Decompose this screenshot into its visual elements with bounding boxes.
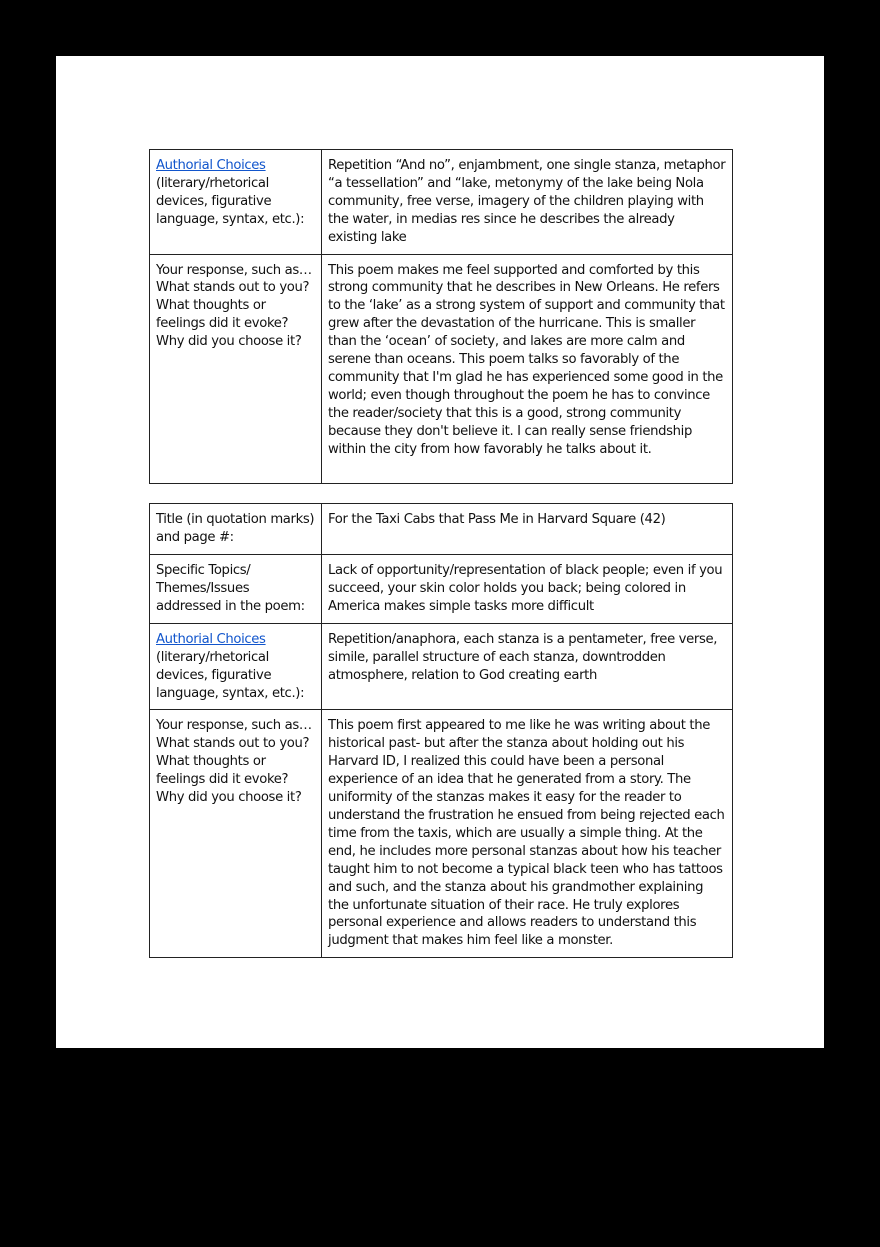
authorial-choices-value[interactable]: Repetition “And no”, enjambment, one single stanza, metaphor “a tessellation” and “lake, metonymy of the lake being Nola community, free verse, imagery of the children playing with the water, in medias res since he describes the already existing lake xyxy=(322,150,733,255)
table-row-title xyxy=(150,504,733,555)
topics-label: Specific Topics/ Themes/Issues addressed in the poem: xyxy=(150,554,322,623)
poem-analysis-table-1 xyxy=(149,149,733,484)
label-cell xyxy=(150,150,322,255)
topics-value[interactable]: Lack of opportunity/representation of black people; even if you succeed, your skin color holds you back; being colored in America makes simple tasks more difficult xyxy=(322,554,733,623)
title-label: Title (in quotation marks) and page #: xyxy=(150,504,322,555)
authorial-choices-value[interactable]: Repetition/anaphora, each stanza is a pentameter, free verse, simile, parallel structure of each stanza, downtrodden atmosphere, relation to God creating earth xyxy=(322,623,733,710)
response-label: Your response, such as… What stands out to you? What thoughts or feelings did it evoke? Why did you choose it? xyxy=(150,254,322,483)
table-row-response xyxy=(150,254,733,483)
title-value[interactable]: For the Taxi Cabs that Pass Me in Harvard Square (42) xyxy=(322,504,733,555)
response-label: Your response, such as… What stands out to you? What thoughts or feelings did it evoke? Why did you choose it? xyxy=(150,710,322,958)
response-value[interactable]: This poem makes me feel supported and comforted by this strong community that he describes in New Orleans. He refers to the ‘lake’ as a strong system of support and community that grew after the devastation of the hurricane. This is smaller than the ‘ocean’ of society, and lakes are more calm and serene than oceans. This poem talks so favorably of the community that I'm glad he has experienced some good in the world; even though throughout the poem he has to convince the reader/society that this is a good, strong community because they don't believe it. I can really sense friendship within the city from how favorably he talks about it. xyxy=(322,254,733,483)
table-row-topics xyxy=(150,554,733,623)
authorial-choices-label: (literary/rhetorical devices, figurative language, syntax, etc.): xyxy=(156,175,305,227)
label-cell xyxy=(150,623,322,710)
table-row-response xyxy=(150,710,733,958)
table-row-authorial-choices xyxy=(150,623,733,710)
poem-analysis-table-2 xyxy=(149,503,733,958)
table-row-authorial-choices xyxy=(150,150,733,255)
authorial-choices-label: (literary/rhetorical devices, figurative language, syntax, etc.): xyxy=(156,649,305,701)
response-value[interactable]: This poem first appeared to me like he was writing about the historical past- but after the stanza about holding out his Harvard ID, I realized this could have been a personal experience of an idea that he generated from a story. The uniformity of the stanzas makes it easy for the reader to understand the frustration he ensued from being rejected each time from the taxis, which are usually a simple thing. At the end, he includes more personal stanzas about how his teacher taught him to not become a typical black teen who has tattoos and such, and the stanza about his grandmother explaining the unfortunate situation of their race. He truly explores personal experience and allows readers to understand this judgment that makes him feel like a monster. xyxy=(322,710,733,958)
authorial-choices-link[interactable]: Authorial Choices xyxy=(156,631,266,647)
authorial-choices-link[interactable]: Authorial Choices xyxy=(156,158,266,173)
document-page xyxy=(56,56,824,1048)
